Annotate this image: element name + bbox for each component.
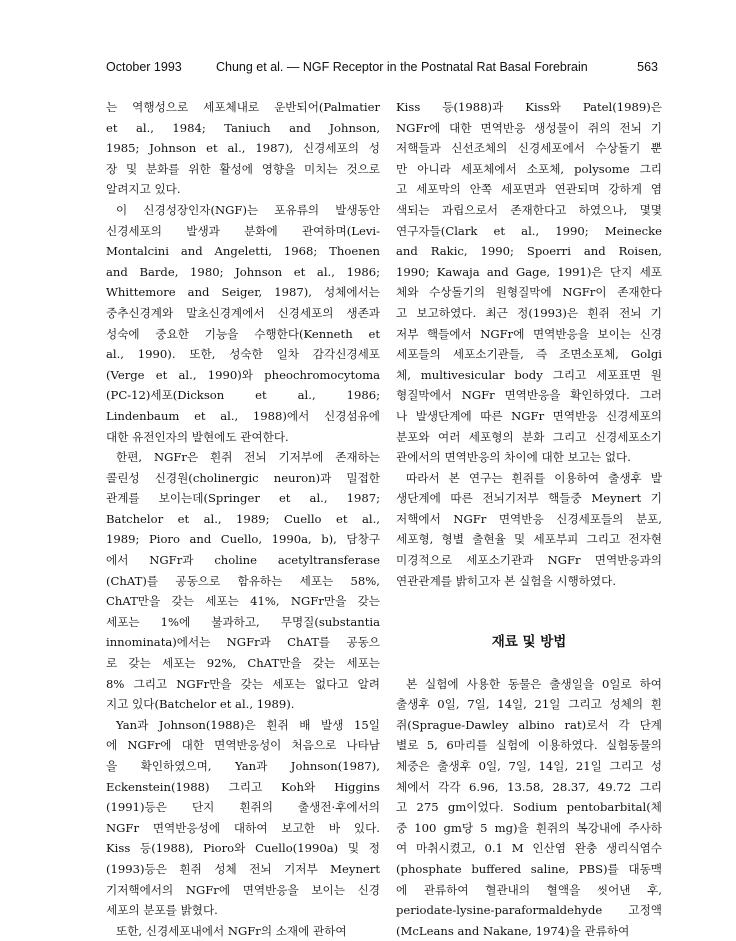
text-line: 대한 유전인자의 발현에도 관여한다.: [106, 429, 289, 444]
text-line: 나 발생단계에 따른 NGFr 면역반응 신경세포의: [396, 408, 662, 423]
text-line: Kiss 등(1988)과 Kiss와 Patel(1989)은: [396, 100, 662, 114]
text-line: 8% 그리고 NGFr만을 갖는 세포는 없다고 알려: [106, 676, 380, 691]
text-line: 관계를 보이는데(Springer et al., 1987;: [106, 491, 380, 506]
text-line: Yan과 Johnson(1988)은 흰쥐 배 발생 15일: [116, 717, 380, 732]
text-line: 체와 수상돌기의 원형질막에 NGFr이 존재한다: [396, 285, 662, 300]
text-line: 을 확인하였으며, Yan과 Johnson(1987),: [106, 759, 380, 773]
text-line: 이 신경성장인자(NGF)는 포유류의 발생동안: [116, 202, 380, 217]
text-line: (1993)등은 흰쥐 성체 전뇌 기저부 Meynert: [106, 861, 380, 876]
text-line: 저핵에서 NGFr 면역반응 신경세포들의 분포,: [396, 511, 662, 526]
text-line: Kiss 등(1988), Pioro와 Cuello(1990a) 및 정: [106, 841, 380, 856]
text-line: 고 세포막의 안쪽 세포면과 연관되며 강하게 염: [396, 182, 662, 197]
section-heading: 재료 및 방법: [491, 634, 567, 651]
text-line: 에 NGFr에 대한 면역반응성이 처음으로 나타남: [106, 738, 380, 753]
text-line: 색되는 과립으로서 존재한다고 하였으나, 몇몇: [396, 202, 662, 217]
text-line: NGFr에 대한 면역반응 생성물이 쥐의 전뇌 기: [396, 120, 662, 135]
text-line: ChAT만을 갖는 세포는 41%, NGFr만을 갖는: [106, 594, 380, 609]
text-line: (McLeans and Nakane, 1974)을 관류하여: [396, 923, 630, 938]
text-line: 생단계에 따른 전뇌기저부 핵들중 Meynert 기: [396, 491, 662, 506]
issue-date: October 1993: [106, 60, 182, 74]
text-line: 출생후 0일, 7일, 14일, 21일 그리고 성체의 흰: [396, 697, 662, 712]
text-line: 세포들의 세포소기관들, 즉 조면소포체, Golgi: [396, 347, 662, 362]
blank-line: [396, 653, 662, 674]
text-line: 는 역행성으로 세포체내로 운반되어(Palmatier: [106, 100, 380, 114]
blank-line: [396, 591, 662, 612]
text-line: 로 갖는 세포는 92%, ChAT만을 갖는 세포는: [106, 656, 380, 671]
text-line: Batchelor et al., 1989; Cuello et al.,: [106, 511, 380, 526]
text-line: 쥐(Sprague-Dawley albino rat)로서 각 단계: [396, 717, 662, 732]
text-line: (PC-12)세포(Dickson et al., 1986;: [106, 388, 380, 403]
text-line: periodate-lysine-paraformaldehyde 고정액: [396, 903, 662, 918]
left-column: [106, 97, 380, 941]
text-line: Whittemore and Seiger, 1987), 성체에서는: [106, 285, 380, 300]
text-line: 관에서의 면역반응의 차이에 대한 보고는 없다.: [396, 450, 631, 465]
text-line: 고 275 gm이었다. Sodium pentobarbital(체: [396, 800, 662, 815]
text-line: 분포와 여러 세포형의 분화 그리고 신경세포소기: [396, 429, 662, 444]
text-line: 알려지고 있다.: [106, 182, 181, 197]
text-line: et al., 1984; Taniuch and Johnson,: [106, 120, 380, 135]
text-line: 기저핵에서의 NGFr에 면역반응을 보이는 신경: [106, 882, 380, 897]
text-line: 성숙에 중요한 기능을 수행한다(Kenneth et: [106, 326, 380, 341]
text-line: 지고 있다(Batchelor et al., 1989).: [106, 697, 295, 712]
page-number: 563: [637, 60, 658, 74]
text-line: 1990; Kawaja and Gage, 1991)은 단지 세포: [396, 264, 662, 279]
text-line: 장 및 분화를 위한 활성에 영향을 미치는 것으로: [106, 161, 380, 176]
text-line: NGFr 면역반응성에 대하여 보고한 바 있다.: [106, 820, 380, 835]
right-column: [396, 97, 662, 941]
text-line: 중 100 gm당 5 mg)을 흰쥐의 복강내에 주사하: [396, 820, 662, 835]
text-line: (ChAT)를 공동으로 함유하는 세포는 58%,: [106, 573, 380, 588]
text-line: 콜린성 신경원(cholinergic neuron)과 밀접한: [106, 470, 380, 485]
text-line: 고 보고하였다. 최근 정(1993)은 흰쥐 전뇌 기: [396, 305, 662, 320]
text-line: (Verge et al., 1990)와 pheochromocytoma: [106, 367, 380, 382]
text-line: 세포의 분포를 밝혔다.: [106, 903, 218, 918]
text-line: 1989; Pioro and Cuello, 1990a, b), 담창구: [106, 532, 380, 547]
text-line: 만 아니라 세포체에서 소포체, polysome 그리: [396, 161, 662, 176]
running-header: [106, 60, 658, 78]
text-line: 미경적으로 세포소기관과 NGFr 면역반응과의: [396, 553, 662, 568]
text-line: 세포형, 형별 출현율 및 세포부피 그리고 전자현: [396, 532, 662, 547]
text-line: 따라서 본 연구는 흰쥐를 이용하여 출생후 발: [406, 470, 662, 485]
text-line: 중추신경계와 말초신경계에서 신경세포의 생존과: [106, 305, 380, 320]
text-line: 본 실험에 사용한 동물은 출생일을 0일로 하여: [406, 676, 662, 691]
text-line: 체중은 출생후 0일, 7일, 14일, 21일 그리고 성: [396, 759, 662, 773]
text-line: Montalcini and Angeletti, 1968; Thoenen: [106, 244, 380, 259]
text-line: 1985; Johnson et al., 1987), 신경세포의 성: [106, 141, 380, 156]
text-line: Eckenstein(1988) 그리고 Koh와 Higgins: [106, 779, 380, 794]
text-line: innominata)에서는 NGFr과 ChAT를 공동으: [106, 635, 380, 650]
blank-line: [396, 612, 662, 633]
text-line: (phosphate buffered saline, PBS)를 대동맥: [396, 861, 662, 876]
text-line: al., 1990). 또한, 성숙한 일차 감각신경세포: [106, 347, 380, 362]
text-line: 한편, NGFr은 흰쥐 전뇌 기저부에 존재하는: [116, 450, 380, 465]
text-line: 체, multivesicular body 그리고 세포표면 원: [396, 367, 662, 382]
text-line: 세포는 1%에 불과하고, 무명질(substantia: [106, 614, 380, 629]
text-line: 에서 NGFr과 choline acetyltransferase: [106, 553, 380, 568]
text-line: 또한, 신경세포내에서 NGFr의 소재에 관하여: [116, 923, 347, 938]
text-line: and Rakic, 1990; Spoerri and Roisen,: [396, 244, 662, 259]
text-line: 신경세포의 발생과 분화에 관여하며(Levi-: [106, 223, 380, 238]
text-line: 에 관류하여 혈관내의 혈액을 씻어낸 후,: [396, 882, 662, 897]
text-line: Lindenbaum et al., 1988)에서 신경섬유에: [106, 408, 380, 423]
text-line: and Barde, 1980; Johnson et al., 1986;: [106, 264, 380, 279]
text-line: 연구자들(Clark et al., 1990; Meinecke: [396, 223, 662, 238]
text-line: 형질막에서 NGFr 면역반응을 확인하였다. 그러: [396, 388, 662, 403]
text-line: 연관관계를 밝히고자 본 실험을 시행하였다.: [396, 573, 617, 588]
text-line: (1991)등은 단지 흰쥐의 출생전·후에서의: [106, 800, 380, 815]
text-line: 별로 5, 6마리를 실험에 이용하였다. 실험동물의: [396, 738, 662, 753]
running-title: Chung et al. — NGF Receptor in the Postnatal Rat Basal Forebrain: [216, 60, 588, 74]
text-line: 저핵들과 신선조체의 신경세포에서 수상돌기 뿐: [396, 141, 662, 156]
text-line: 체에서 각각 6.96, 13.58, 28.37, 49.72 그리: [396, 779, 662, 794]
text-line: 저부 핵들에서 NGFr에 면역반응을 보이는 신경: [396, 326, 662, 341]
text-line: 여 마취시켰고, 0.1 M 인산염 완충 생리식염수: [396, 841, 662, 856]
